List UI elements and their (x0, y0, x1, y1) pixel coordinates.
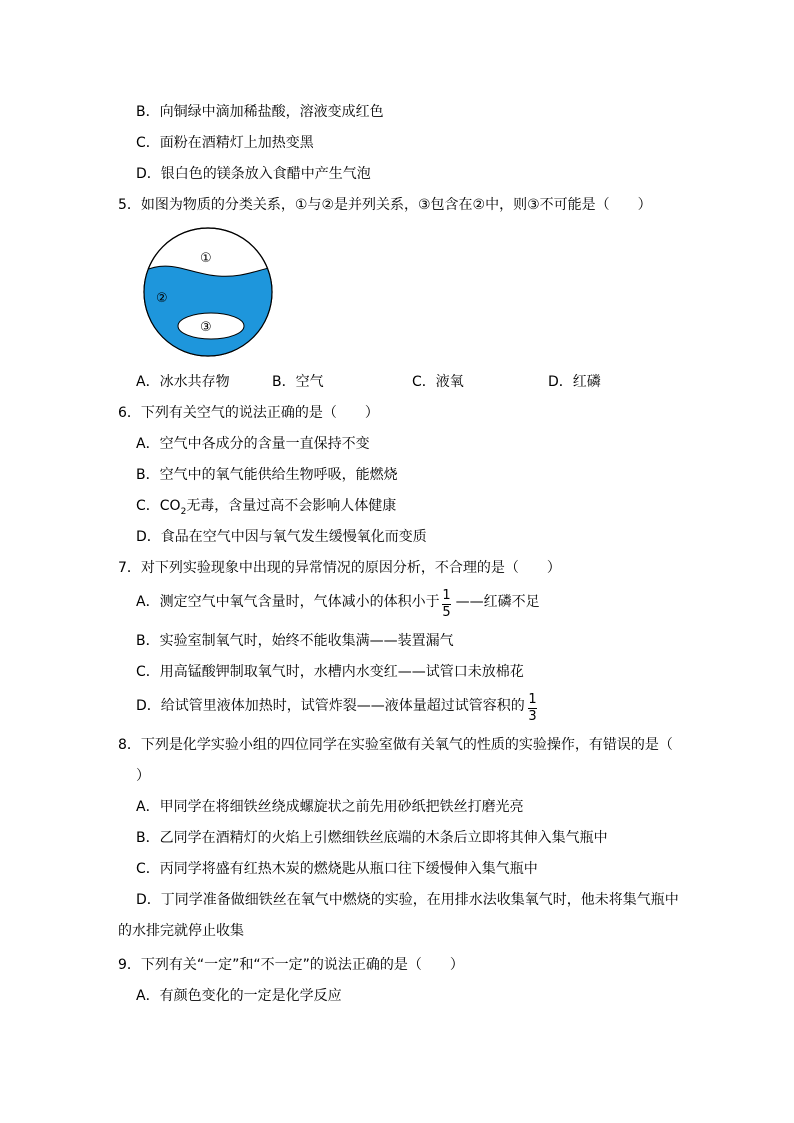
q5-option-a: A．冰水共存物 (136, 374, 230, 390)
q7-option-b: B．实验室制氧气时，始终不能收集满——装置漏气 (136, 633, 454, 649)
fraction-one-third: 1 3 (528, 692, 537, 724)
q4-option-d: D．银白色的镁条放入食醋中产生气泡 (136, 166, 371, 182)
q5-stem: 5．如图为物质的分类关系，①与②是并列关系，③包含在②中，则③不可能是（ ） (118, 197, 652, 213)
label-1: ① (200, 251, 212, 266)
q8-stem: 8．下列是化学实验小组的四位同学在实验室做有关氧气的性质的实验操作，有错误的是（ (118, 737, 673, 753)
q8-option-b: B．乙同学在酒精灯的火焰上引燃细铁丝底端的木条后立即将其伸入集气瓶中 (136, 830, 608, 846)
classification-diagram (138, 226, 278, 360)
q7-option-d: D．给试管里液体加热时，试管炸裂——液体量超过试管容积的 (136, 698, 525, 714)
q7-stem: 7．对下列实验现象中出现的异常情况的原因分析，不合理的是（ ） (118, 560, 561, 576)
q9-option-a: A．有颜色变化的一定是化学反应 (136, 988, 342, 1004)
label-3: ③ (200, 320, 212, 335)
q6-option-a: A．空气中各成分的含量一直保持不变 (136, 436, 370, 452)
q6-option-d: D．食品在空气中因与氧气发生缓慢氧化而变质 (136, 529, 427, 545)
q8-option-c: C．丙同学将盛有红热木炭的燃烧匙从瓶口往下缓慢伸入集气瓶中 (136, 861, 538, 877)
q4-option-b: B．向铜绿中滴加稀盐酸，溶液变成红色 (136, 104, 384, 120)
q5-option-d: D．红磷 (548, 374, 601, 390)
q8-option-d-continued: 的水排完就停止收集 (118, 923, 244, 939)
q4-option-c: C．面粉在酒精灯上加热变黑 (136, 135, 314, 151)
q9-stem: 9．下列有关“一定”和“不一定”的说法正确的是（ ） (118, 957, 464, 973)
q7-option-a: A．测定空气中氧气含量时，气体减小的体积小于 ——红磷不足 (136, 594, 540, 610)
q5-option-b: B．空气 (272, 374, 324, 390)
q6-option-b: B．空气中的氧气能供给生物呼吸，能燃烧 (136, 467, 398, 483)
label-2: ② (156, 291, 168, 306)
fraction-one-fifth: 1 5 (442, 588, 451, 620)
q8-stem-continued: ） (136, 768, 150, 784)
q5-option-c: C．液氧 (412, 374, 464, 390)
q6-option-c: C．$CO_2$无毒，含量过高不会影响人体健康 (136, 498, 397, 517)
q8-option-a: A．甲同学在将细铁丝绕成螺旋状之前先用砂纸把铁丝打磨光亮 (136, 799, 524, 815)
q8-option-d: D．丁同学准备做细铁丝在氧气中燃烧的实验，在用排水法收集氧气时，他未将集气瓶中 (136, 892, 679, 908)
q7-option-c: C．用高锰酸钾制取氧气时，水槽内水变红——试管口未放棉花 (136, 664, 524, 680)
q6-stem: 6．下列有关空气的说法正确的是（ ） (118, 405, 379, 421)
